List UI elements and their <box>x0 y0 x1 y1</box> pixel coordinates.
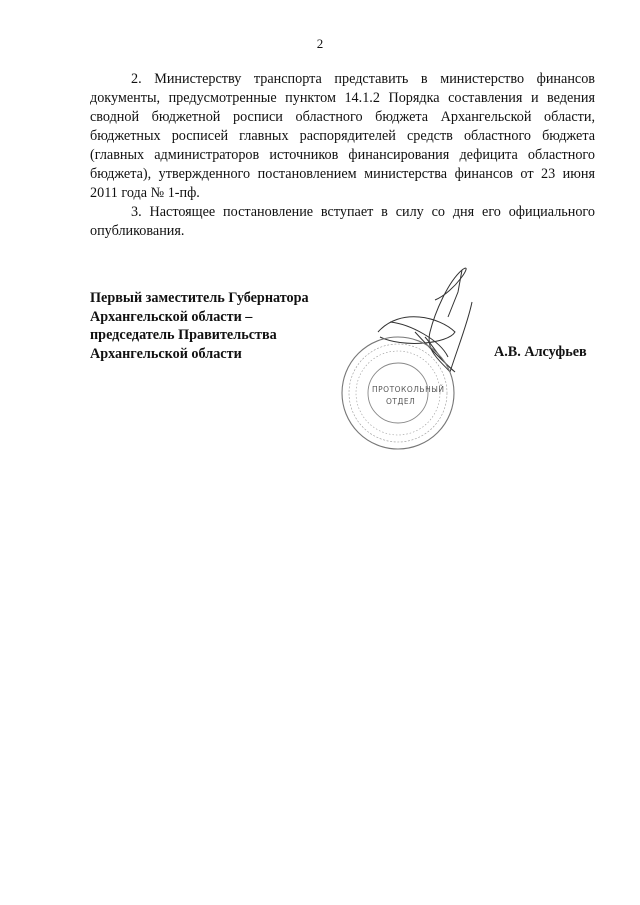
stamp-text-line: ПРОТОКОЛЬНЫЙ <box>372 385 445 394</box>
signatory-title-line: председатель Правительства <box>90 327 277 343</box>
signatory-title-line: Архангельской области <box>90 345 242 362</box>
signatory-title-line: Первый заместитель Губернатора <box>90 290 309 306</box>
paragraph-3: 3. Настоящее постановление вступает в силу со дня его официального опубликования. <box>90 204 595 239</box>
stamp-text-line: ОТДЕЛ <box>386 397 416 406</box>
signatory-name: А.В. Алсуфьев <box>494 344 587 360</box>
signatory-title <box>90 289 309 363</box>
paragraph-2: 2. Министерству транспорта представить в министерство финансов документы, предусмотренные пунктом 14.1.2 Порядка составления и ведения сводной бюджетной росписи областного бюджета Архангельской области, бюджетных росписей главных распорядителей средств областного бюджета (главных администраторов источников финансирования дефицита областного бюджета), утвержденного постановлением министерства финансов от 23 июня 2011 года № 1-пф. <box>90 71 595 201</box>
signatory-title-line: Архангельской области – <box>90 308 253 325</box>
document-body <box>90 70 595 241</box>
page-number: 2 <box>316 36 324 51</box>
